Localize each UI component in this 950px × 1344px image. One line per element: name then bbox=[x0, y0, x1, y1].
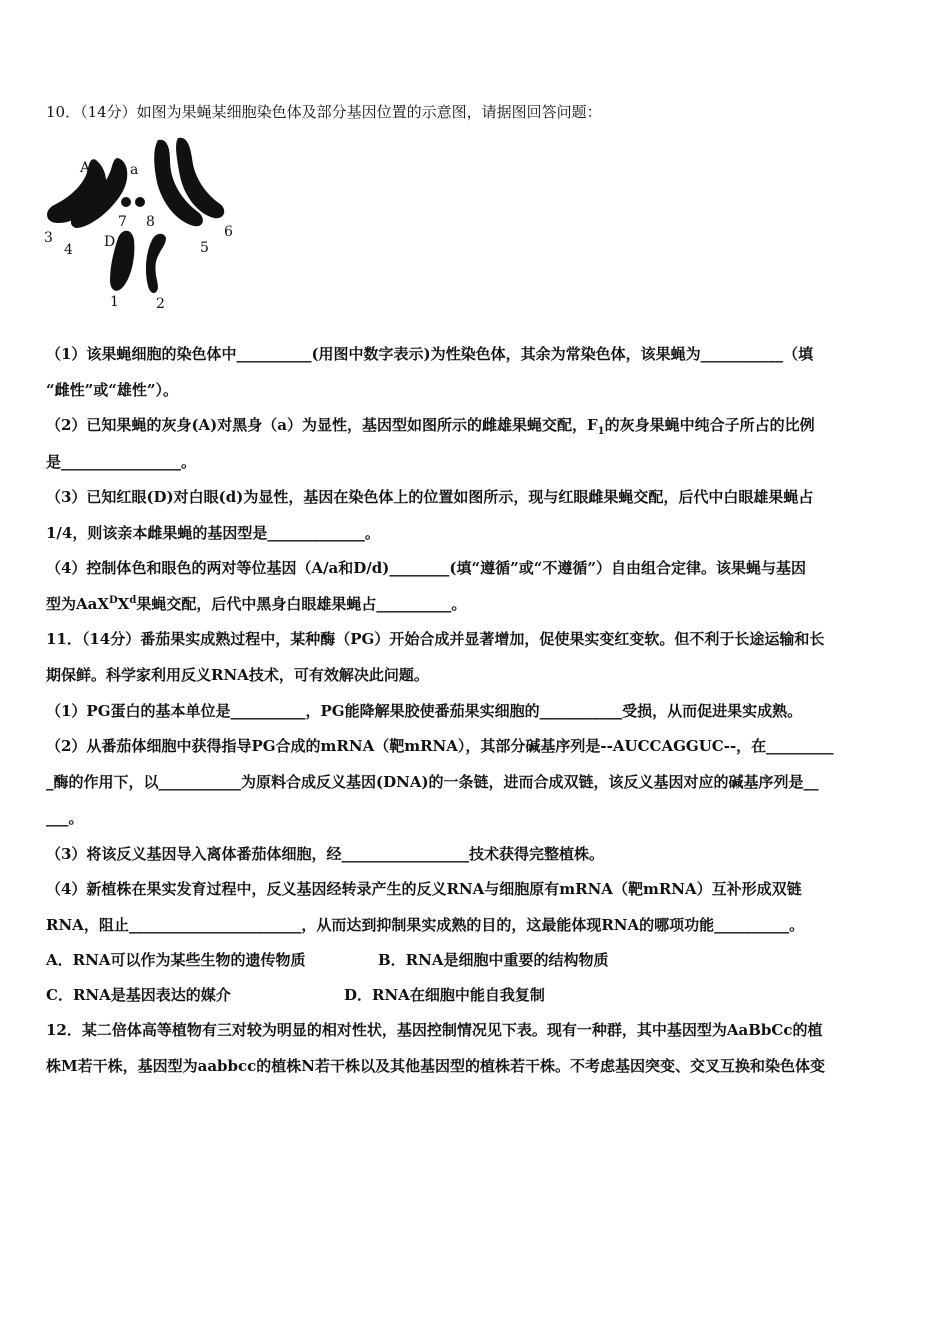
q11-part4-line1: （4）新植株在果实发育过程中，反义基因经转录产生的反义RNA与细胞原有mRNA（靶mRNA）互补形成双链 bbox=[46, 880, 802, 898]
q10-part3-line1: （3）已知红眼(D)对白眼(d)为显性，基因在染色体上的位置如图所示，现与红眼雌果蝇交配，后代中白眼雄果蝇占 bbox=[46, 488, 814, 506]
q10-part1-line2: “雌性”或“雄性”）。 bbox=[46, 381, 179, 399]
q12-line1: 12．某二倍体高等植物有三对较为明显的相对性状，基因控制情况见下表。现有一种群，其中基因型为AaBbCc的植 bbox=[46, 1021, 823, 1039]
q12-line2: 株M若干株，基因型为aabbcc的植株N若干株以及其他基因型的植株若干株。不考虑基因突变、交叉互换和染色体变 bbox=[46, 1057, 826, 1075]
q10-header: 10．（14分）如图为果蝇某细胞染色体及部分基因位置的示意图，请据图回答问题： bbox=[46, 103, 602, 121]
q10-part2-line1: （2）已知果蝇的灰身(A)对黑身（a）为显性，基因型如图所示的雌雄果蝇交配，$F_1$的灰身果蝇中纯合子所占的比例 bbox=[46, 416, 815, 437]
chromosome-label-7: 7 bbox=[118, 214, 127, 230]
chromosome-label-1: 1 bbox=[110, 294, 119, 310]
q10-part4-line1: （4）控制体色和眼色的两对等位基因（A/a和D/d)________(填“遵循”或“不遵循”）自由组合定律。该果蝇与基因 bbox=[46, 559, 806, 577]
q11-option-b: B．RNA是细胞中重要的结构物质 bbox=[378, 951, 609, 969]
q11-header-line2: 期保鲜。科学家利用反义RNA技术，可有效解决此问题。 bbox=[46, 666, 429, 684]
chromosome-7 bbox=[121, 197, 131, 207]
gene-label-D: D bbox=[104, 234, 116, 250]
q10-part3-line2: 1/4，则该亲本雌果蝇的基因型是_____________。 bbox=[46, 524, 380, 542]
q11-part3: （3）将该反义基因导入离体番茄体细胞，经_________________技术获得完整植株。 bbox=[46, 845, 604, 863]
gene-label-A: A bbox=[80, 160, 91, 176]
chromosome-8 bbox=[135, 197, 145, 207]
q11-part4-line2: RNA，阻止_______________________，从而达到抑制果实成熟的目的，这最能体现RNA的哪项功能__________。 bbox=[46, 916, 805, 934]
chromosome-label-3: 3 bbox=[44, 230, 53, 246]
chromosome-label-4: 4 bbox=[64, 242, 73, 258]
gene-label-a: a bbox=[130, 162, 139, 178]
q11-part1: （1）PG蛋白的基本单位是__________，PG能降解果胶使番茄果实细胞的___________受损，从而促进果实成熟。 bbox=[46, 702, 803, 720]
q11-option-a: A．RNA可以作为某些生物的遗传物质 bbox=[46, 951, 306, 969]
q11-option-c: C．RNA是基因表达的媒介 bbox=[46, 986, 231, 1004]
q10-part2-line2: 是________________。 bbox=[46, 453, 197, 471]
chromosome-label-8: 8 bbox=[146, 214, 155, 230]
q11-part2-line1: （2）从番茄体细胞中获得指导PG合成的mRNA（靶mRNA），其部分碱基序列是--AUCCAGGUC--，在_________ bbox=[46, 737, 834, 755]
chromosome-label-6: 6 bbox=[224, 224, 233, 240]
q11-option-d: D．RNA在细胞中能自我复制 bbox=[344, 986, 545, 1004]
q11-header-line1: 11．（14分）番茄果实成熟过程中，某种酶（PG）开始合成并显著增加，促使果实变红变软。但不利于长途运输和长 bbox=[46, 630, 825, 648]
q11-part2-line3: ___。 bbox=[46, 809, 84, 827]
q11-part2-line2: _酶的作用下，以___________为原料合成反义基因(DNA)的一条链，进而合成双链，该反义基因对应的碱基序列是__ bbox=[46, 773, 819, 791]
chromosome-2 bbox=[146, 234, 166, 293]
chromosome-label-2: 2 bbox=[156, 296, 165, 312]
chromosome-diagram bbox=[38, 130, 248, 312]
q10-part1-line1: （1）该果蝇细胞的染色体中__________(用图中数字表示)为性染色体，其余为常染色体，该果蝇为___________（填 bbox=[46, 345, 814, 363]
chromosome-label-5: 5 bbox=[200, 240, 209, 256]
q10-part4-line2: 型为$AaX^DX^d$果蝇交配，后代中黑身白眼雄果蝇占__________。 bbox=[46, 595, 467, 613]
